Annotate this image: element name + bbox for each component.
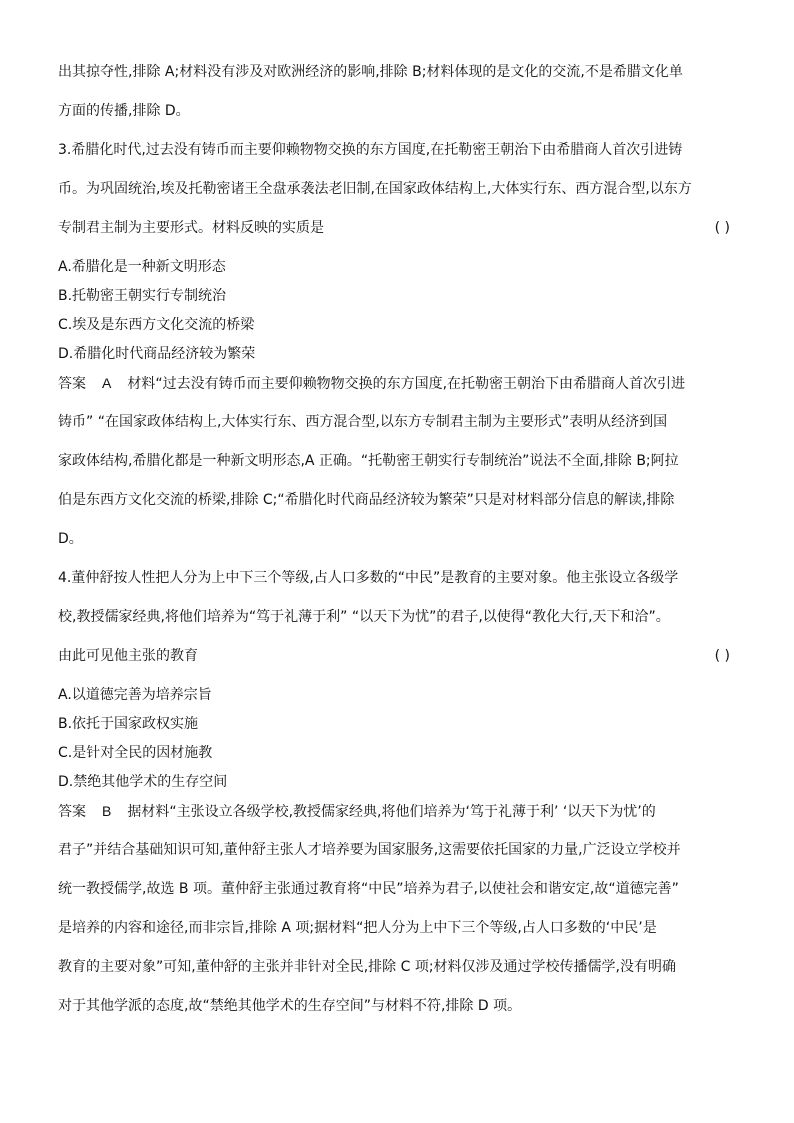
q4-answer-blank: ( ) xyxy=(714,648,730,664)
q3-explanation-line: 铸币” “在国家政体结构上,大体实行东、西方混合型,以东方专制君主制为主要形式”表明从经济到国 xyxy=(58,414,668,430)
q2-explanation-line: 出其掠夺性,排除 A;材料没有涉及对欧洲经济的影响,排除 B;材料体现的是文化的交流,不是希腊文化单 xyxy=(58,64,683,80)
document-page xyxy=(58,62,738,1035)
q4-stem-text: 由此可见他主张的教育 xyxy=(58,648,198,664)
q3-stem-text: 专制君主制为主要形式。材料反映的实质是 xyxy=(58,220,324,236)
q4-option-c: C.是针对全民的因材施教 xyxy=(58,745,213,761)
q4-stem-line: 校,教授儒家经典,将他们培养为“笃于礼薄于利” “以天下为忧”的君子,以使得“教化大行,天下和洽”。 xyxy=(58,609,670,625)
q4-explanation-line: 统一教授儒学,故选 B 项。董仲舒主张通过教育将“中民”培养为君子,以使社会和谐安定,故“道德完善” xyxy=(58,881,679,897)
q3-option-c: C.埃及是东西方文化交流的桥梁 xyxy=(58,317,255,333)
q2-explanation-line: 方面的传播,排除 D。 xyxy=(58,103,190,119)
q3-stem-line: 币。为巩固统治,埃及托勒密诸王全盘承袭法老旧制,在国家政体结构上,大体实行东、西方混合型,以东方 xyxy=(58,181,692,197)
q4-answer-line xyxy=(58,801,738,840)
q3-explanation-line: D。 xyxy=(58,531,83,547)
q4-explanation-line: 是培养的内容和途径,而非宗旨,排除 A 项;据材料“把人分为上中下三个等级,占人口多数的‘中民’是 xyxy=(58,920,657,936)
q4-option-a: A.以道德完善为培养宗旨 xyxy=(58,687,212,703)
q3-option-a: A.希腊化是一种新文明形态 xyxy=(58,259,226,275)
q4-stem-line: 4.董仲舒按人性把人分为上中下三个等级,占人口多数的“中民”是教育的主要对象。他主张设立各级学 xyxy=(58,570,679,586)
q4-answer-label: 答案 xyxy=(58,804,86,820)
q3-explanation-line: 家政体结构,希腊化都是一种新文明形态,A 正确。“托勒密王朝实行专制统治”说法不全面,排除 B;阿拉 xyxy=(58,453,679,469)
q3-stem-line xyxy=(58,218,738,257)
q3-option-b: B.托勒密王朝实行专制统治 xyxy=(58,288,227,304)
q3-option-d: D.希腊化时代商品经济较为繁荣 xyxy=(58,346,256,362)
q3-explanation-line: 伯是东西方文化交流的桥梁,排除 C;“希腊化时代商品经济较为繁荣”只是对材料部分信息的解读,排除 xyxy=(58,492,675,508)
q3-explanation-text: 材料“过去没有铸币而主要仰赖物物交换的东方国度,在托勒密王朝治下由希腊商人首次引进 xyxy=(127,376,686,392)
q4-explanation-text: 据材料“主张设立各级学校,教授儒家经典,将他们培养为‘笃于礼薄于利’ ‘以天下为忧’的 xyxy=(127,804,656,820)
q4-explanation-line: 教育的主要对象”可知,董仲舒的主张并非针对全民,排除 C 项;材料仅涉及通过学校传播儒学,没有明确 xyxy=(58,959,676,975)
q3-stem-line: 3.希腊化时代,过去没有铸币而主要仰赖物物交换的东方国度,在托勒密王朝治下由希腊商人首次引进铸 xyxy=(58,142,683,158)
q4-answer-letter: B xyxy=(102,803,112,819)
q3-answer-letter: A xyxy=(102,375,112,391)
q4-explanation-line: 君子”并结合基础知识可知,董仲舒主张人才培养要为国家服务,这需要依托国家的力量,广泛设立学校并 xyxy=(58,842,681,858)
q4-option-b: B.依托于国家政权实施 xyxy=(58,716,199,732)
q3-answer-label: 答案 xyxy=(58,376,86,392)
q3-answer-line xyxy=(58,373,738,412)
q4-stem-line xyxy=(58,646,738,685)
q3-answer-blank: ( ) xyxy=(714,220,730,236)
q4-explanation-line: 对于其他学派的态度,故“禁绝其他学术的生存空间”与材料不符,排除 D 项。 xyxy=(58,998,522,1014)
q4-option-d: D.禁绝其他学术的生存空间 xyxy=(58,774,228,790)
